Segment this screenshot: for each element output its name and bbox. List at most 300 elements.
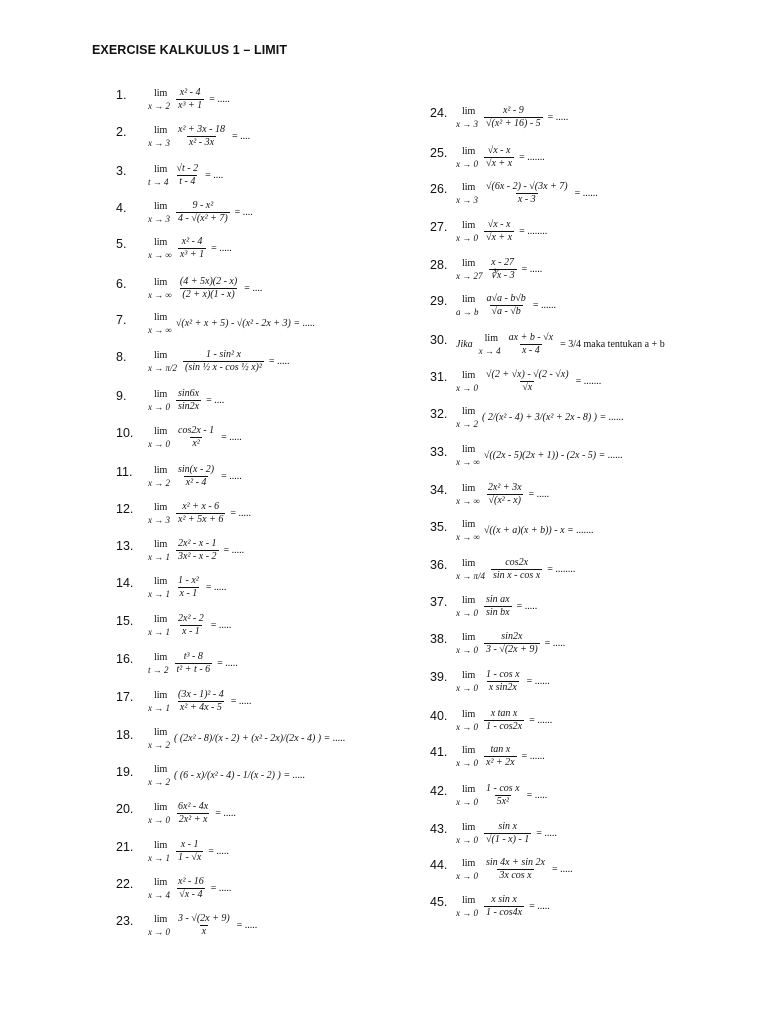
equals-blank: = ...... xyxy=(521,750,545,762)
limit-expression xyxy=(456,258,542,281)
denominator: x² - 3x xyxy=(188,137,215,148)
exercise-number: 11. xyxy=(116,465,133,479)
exercise-number: 8. xyxy=(116,350,127,364)
limit-approach: x → 0 xyxy=(456,757,478,768)
denominator: x - 1 xyxy=(182,626,200,637)
numerator: sin ax xyxy=(486,594,510,605)
exercise-number: 5. xyxy=(116,237,127,251)
exercise-item xyxy=(116,350,290,373)
exercise-item xyxy=(116,313,315,335)
exercise-number: 42. xyxy=(430,784,448,798)
limit-approach: x → 0 xyxy=(456,796,478,807)
limit-approach: x → 3 xyxy=(148,137,170,148)
exercise-item xyxy=(116,201,253,224)
limit-approach: x → ∞ xyxy=(148,289,172,300)
limit-operator xyxy=(456,746,478,768)
fraction xyxy=(175,652,213,675)
limit-operator xyxy=(456,671,478,693)
fraction xyxy=(176,690,226,713)
equals-blank: = ....... xyxy=(519,151,545,163)
exercise-item xyxy=(430,745,545,768)
limit-approach: x → 0 xyxy=(148,401,170,412)
denominator: 3 - √(2x + 9) xyxy=(486,644,538,655)
exercise-number: 43. xyxy=(430,822,448,836)
denominator: √(x² - x) xyxy=(488,495,521,506)
limit-operator xyxy=(148,728,170,750)
limit-operator xyxy=(148,390,170,412)
limit-expression xyxy=(456,333,665,356)
limit-operator xyxy=(148,577,170,599)
exercise-number: 3. xyxy=(116,164,127,178)
limit-expression xyxy=(456,670,550,693)
lim-word: lim xyxy=(154,312,168,323)
exercise-number: 7. xyxy=(116,313,127,327)
limit-expression xyxy=(148,539,244,562)
exercise-item xyxy=(116,502,251,525)
fraction xyxy=(176,502,225,525)
exercise-item xyxy=(430,258,542,281)
exercise-item xyxy=(430,146,545,169)
exercise-number: 6. xyxy=(116,277,127,291)
numerator: (4 + 5x)(2 - x) xyxy=(179,276,238,287)
numerator: sin6x xyxy=(178,388,200,399)
limit-approach: x → π/4 xyxy=(456,570,486,581)
limit-expression xyxy=(456,370,601,393)
denominator: √x - 4 xyxy=(179,889,203,900)
lim-word: lim xyxy=(154,425,168,437)
exercise-item xyxy=(430,407,624,429)
lim-word: lim xyxy=(484,332,498,344)
limit-expression xyxy=(456,146,545,169)
exercise-number: 28. xyxy=(430,258,448,272)
denominator: √x + x xyxy=(486,158,513,169)
limit-expression xyxy=(148,802,236,825)
equals-blank: = 3/4 maka tentukan a + b xyxy=(560,338,665,350)
denominator: 3x² - x - 2 xyxy=(178,551,217,562)
limit-expression xyxy=(148,840,229,863)
exercise-item xyxy=(116,914,257,937)
lim-word: lim xyxy=(154,464,168,476)
numerator: sin x xyxy=(498,821,517,832)
exercise-item xyxy=(430,294,556,317)
limit-approach: x → 0 xyxy=(456,382,478,393)
limit-operator xyxy=(456,407,478,429)
exercise-item xyxy=(430,858,573,881)
limit-expression xyxy=(456,483,549,506)
exercise-number: 40. xyxy=(430,709,448,723)
exercise-item xyxy=(430,370,601,393)
equals-blank: = ..... xyxy=(230,695,252,707)
exercise-item xyxy=(116,389,224,412)
numerator: 2x² + 3x xyxy=(487,482,522,493)
numerator: x² + x - 6 xyxy=(182,501,220,512)
exercise-item xyxy=(430,595,537,618)
lim-word: lim xyxy=(154,388,168,400)
limit-approach: x → 1 xyxy=(148,551,170,562)
limit-approach: t → 4 xyxy=(148,176,169,187)
denominator: 4 - √(x² + 7) xyxy=(178,213,228,224)
exercise-number: 22. xyxy=(116,877,134,891)
lim-word: lim xyxy=(462,519,476,530)
denominator: √(x² + 16) - 5 xyxy=(486,118,541,129)
limit-operator xyxy=(148,202,170,224)
limit-approach: x → 1 xyxy=(148,588,170,599)
limit-operator xyxy=(148,765,170,787)
equals-blank: = ...... xyxy=(532,299,556,311)
exercise-number: 37. xyxy=(430,595,448,609)
equals-blank: = ..... xyxy=(551,863,573,875)
numerator: x sin x xyxy=(491,894,517,905)
fraction xyxy=(176,614,206,637)
exercise-number: 15. xyxy=(116,614,134,628)
equals-blank: = ..... xyxy=(268,355,290,367)
equals-blank: = ..... xyxy=(209,93,230,105)
limit-expression xyxy=(148,164,223,187)
limit-approach: x → ∞ xyxy=(456,495,480,506)
limit-operator xyxy=(456,221,478,243)
limit-expression xyxy=(456,632,565,655)
exercise-item xyxy=(430,558,575,581)
numerator: sin2x xyxy=(501,631,523,642)
limit-expression xyxy=(456,520,594,542)
denominator: 1 - cos2x xyxy=(486,721,523,732)
lim-word: lim xyxy=(462,219,476,231)
limit-expression xyxy=(148,88,230,111)
exercise-number: 36. xyxy=(430,558,448,572)
lim-word: lim xyxy=(462,783,476,795)
limit-body: √((2x - 5)(2x + 1)) - (2x - 5) = ...... xyxy=(483,450,623,461)
exercise-item xyxy=(430,895,550,918)
limit-operator xyxy=(148,466,170,488)
exercise-number: 32. xyxy=(430,407,448,421)
numerator: 1 - x² xyxy=(178,575,199,586)
exercise-item xyxy=(430,483,549,506)
limit-operator xyxy=(148,89,170,111)
limit-approach: a → b xyxy=(456,306,479,317)
lim-word: lim xyxy=(154,764,168,775)
limit-approach: x → 0 xyxy=(456,907,478,918)
limit-expression xyxy=(148,465,242,488)
limit-expression xyxy=(456,784,547,807)
numerator: √(6x - 2) - √(3x + 7) xyxy=(486,181,568,192)
limit-expression xyxy=(456,220,547,243)
exercise-number: 20. xyxy=(116,802,134,816)
fraction xyxy=(484,745,517,768)
lim-word: lim xyxy=(154,727,168,738)
fraction xyxy=(484,784,522,807)
exercise-item xyxy=(430,520,594,542)
limit-operator xyxy=(148,503,170,525)
fraction xyxy=(176,539,219,562)
limit-operator xyxy=(456,896,478,918)
limit-operator xyxy=(456,710,478,732)
exercise-number: 26. xyxy=(430,182,448,196)
exercise-item xyxy=(430,182,598,205)
fraction xyxy=(183,350,264,373)
limit-expression xyxy=(148,690,251,713)
equals-blank: = .... xyxy=(205,169,224,181)
equals-blank: = ..... xyxy=(205,581,227,593)
exercise-number: 35. xyxy=(430,520,448,534)
equals-blank: = ........ xyxy=(547,563,576,575)
equals-blank: = ..... xyxy=(230,507,252,519)
limit-operator xyxy=(148,540,170,562)
fraction xyxy=(176,840,203,863)
limit-approach: x → 1 xyxy=(148,626,170,637)
exercise-item xyxy=(116,88,230,111)
exercise-number: 45. xyxy=(430,895,448,909)
limit-approach: x → ∞ xyxy=(148,249,172,260)
lim-word: lim xyxy=(154,87,168,99)
lim-word: lim xyxy=(462,482,476,494)
exercise-number: 33. xyxy=(430,445,448,459)
limit-expression xyxy=(456,106,568,129)
exercise-number: 13. xyxy=(116,539,134,553)
exercise-item xyxy=(116,237,232,260)
fraction xyxy=(484,895,524,918)
exercise-number: 23. xyxy=(116,914,134,928)
numerator: x² + 3x - 18 xyxy=(178,124,225,135)
lim-word: lim xyxy=(154,163,168,175)
exercise-item xyxy=(116,802,236,825)
limit-operator xyxy=(148,803,170,825)
lim-word: lim xyxy=(154,124,168,136)
exercise-number: 19. xyxy=(116,765,134,779)
limit-approach: x → ∞ xyxy=(456,457,480,467)
lim-word: lim xyxy=(462,444,476,455)
equals-blank: = ..... xyxy=(210,882,232,894)
equals-blank: = ..... xyxy=(529,900,550,912)
limit-operator xyxy=(456,859,478,881)
denominator: x - 1 xyxy=(179,588,198,599)
fraction xyxy=(484,595,512,618)
fraction xyxy=(485,294,528,317)
exercise-number: 17. xyxy=(116,690,134,704)
lim-word: lim xyxy=(154,839,168,851)
exercise-item xyxy=(116,576,226,599)
limit-approach: x → 0 xyxy=(456,607,478,618)
limit-body: ( 2/(x² - 4) + 3/(x² + 2x - 8) ) = ...... xyxy=(482,412,624,423)
fraction xyxy=(176,201,230,224)
numerator: √x - x xyxy=(487,145,511,156)
equals-blank: = ....... xyxy=(575,375,602,387)
limit-operator xyxy=(148,313,172,335)
fraction xyxy=(176,914,232,937)
numerator: 6x² - 4x xyxy=(178,801,209,812)
limit-expression xyxy=(148,728,345,750)
numerator: ax + b - √x xyxy=(508,332,554,343)
exercise-item xyxy=(430,445,623,467)
fraction xyxy=(484,822,531,845)
limit-expression xyxy=(456,822,557,845)
limit-operator xyxy=(148,165,169,187)
exercise-item xyxy=(116,728,345,750)
limit-approach: x → ∞ xyxy=(456,532,480,542)
lim-word: lim xyxy=(154,876,168,888)
limit-operator xyxy=(456,445,480,467)
exercise-number: 2. xyxy=(116,125,127,139)
limit-operator xyxy=(148,351,177,373)
equals-blank: = .... xyxy=(206,394,225,406)
exercise-number: 27. xyxy=(430,220,448,234)
fraction xyxy=(489,258,517,281)
lim-word: lim xyxy=(462,181,476,193)
exercise-number: 34. xyxy=(430,483,448,497)
limit-operator xyxy=(148,238,172,260)
exercise-item xyxy=(430,632,565,655)
equals-blank: = ..... xyxy=(208,845,229,857)
limit-approach: x → 0 xyxy=(456,158,478,169)
equals-blank: = ........ xyxy=(519,225,548,237)
fraction xyxy=(484,220,514,243)
denominator: 1 - cos4x xyxy=(486,907,523,918)
denominator: x² + 2x xyxy=(486,757,515,768)
lim-word: lim xyxy=(154,349,168,361)
exercise-number: 4. xyxy=(116,201,127,215)
limit-approach: x → 0 xyxy=(456,682,478,693)
numerator: x - 1 xyxy=(180,839,199,850)
exercise-item xyxy=(430,822,557,845)
lim-word: lim xyxy=(154,575,168,587)
equals-blank: = .... xyxy=(231,130,251,142)
limit-approach: x → 3 xyxy=(456,194,478,205)
denominator: x sin2x xyxy=(488,682,517,693)
numerator: (3x - 1)² - 4 xyxy=(178,689,224,700)
numerator: 2x² - 2 xyxy=(178,613,204,624)
exercise-number: 38. xyxy=(430,632,448,646)
limit-operator xyxy=(148,278,172,300)
numerator: 3 - √(2x + 9) xyxy=(178,913,230,924)
numerator: sin(x - 2) xyxy=(178,464,215,475)
limit-operator xyxy=(456,371,478,393)
limit-operator xyxy=(456,183,478,205)
denominator: x² + 5x + 6 xyxy=(178,514,224,525)
equals-blank: = ..... xyxy=(223,544,245,556)
limit-approach: x → 3 xyxy=(148,514,170,525)
fraction xyxy=(176,389,201,412)
lim-word: lim xyxy=(154,200,168,212)
exercise-item xyxy=(430,220,547,243)
exercise-number: 18. xyxy=(116,728,134,742)
limit-operator xyxy=(148,691,170,713)
equals-blank: = ..... xyxy=(217,657,238,669)
exercise-item xyxy=(116,277,262,300)
denominator: 5x² xyxy=(496,796,510,807)
limit-approach: x → 2 xyxy=(148,740,170,750)
fraction xyxy=(484,709,524,732)
numerator: √(2 + √x) - √(2 - √x) xyxy=(486,369,569,380)
equals-blank: = ..... xyxy=(221,431,242,443)
lim-word: lim xyxy=(462,369,476,381)
limit-approach: x → 4 xyxy=(478,345,501,356)
lim-word: lim xyxy=(462,669,476,681)
fraction xyxy=(484,106,543,129)
denominator: sin x - cos x xyxy=(493,570,541,581)
lim-word: lim xyxy=(462,857,476,869)
exercise-number: 9. xyxy=(116,389,127,403)
limit-expression xyxy=(456,558,575,581)
limit-operator xyxy=(456,484,480,506)
limit-expression xyxy=(456,709,552,732)
fraction xyxy=(507,333,555,356)
limit-expression xyxy=(148,614,231,637)
limit-operator xyxy=(456,559,485,581)
lim-word: lim xyxy=(154,689,168,701)
lim-word: lim xyxy=(154,236,168,248)
lim-word: lim xyxy=(462,631,476,643)
limit-approach: x → 0 xyxy=(148,926,170,937)
denominator: √(1 - x) - 1 xyxy=(486,834,530,845)
fraction xyxy=(484,182,570,205)
limit-body: ( (2x² - 8)/(x - 2) + (x² - 2x)/(2x - 4) ) = ..... xyxy=(174,733,346,744)
fraction xyxy=(175,164,201,187)
exercise-number: 14. xyxy=(116,576,134,590)
numerator: x² - 16 xyxy=(178,876,204,887)
exercise-item xyxy=(116,652,238,675)
limit-body: √((x + a)(x + b)) - x = ....... xyxy=(483,525,594,536)
limit-operator xyxy=(456,785,478,807)
denominator: x - 4 xyxy=(521,345,540,356)
fraction xyxy=(176,576,201,599)
denominator: x - 3 xyxy=(517,194,536,205)
numerator: 9 - x² xyxy=(192,200,214,211)
expression-prefix: Jika xyxy=(456,338,473,350)
limit-approach: x → 0 xyxy=(456,232,478,243)
exercise-item xyxy=(116,614,231,637)
limit-operator xyxy=(148,878,170,900)
limit-expression xyxy=(456,745,545,768)
limit-operator xyxy=(148,915,170,937)
fraction xyxy=(486,483,524,506)
equals-blank: = ...... xyxy=(529,714,553,726)
equals-blank: = ..... xyxy=(215,807,236,819)
lim-word: lim xyxy=(154,276,168,288)
exercise-item xyxy=(430,709,552,732)
equals-blank: = ..... xyxy=(210,619,232,631)
limit-operator xyxy=(456,295,479,317)
fraction xyxy=(484,370,571,393)
exercise-item xyxy=(430,670,550,693)
equals-blank: = ...... xyxy=(526,675,550,687)
fraction xyxy=(176,125,227,148)
exercise-item xyxy=(116,690,251,713)
lim-word: lim xyxy=(462,257,476,269)
lim-word: lim xyxy=(462,594,476,606)
fraction xyxy=(176,88,204,111)
fraction xyxy=(484,146,514,169)
limit-expression xyxy=(148,313,315,335)
lim-word: lim xyxy=(462,708,476,720)
exercise-number: 30. xyxy=(430,333,448,347)
exercise-number: 25. xyxy=(430,146,448,160)
limit-operator xyxy=(456,633,478,655)
limit-expression xyxy=(456,182,598,205)
denominator: (sin ½ x - cos ½ x)² xyxy=(185,362,262,373)
numerator: tan x xyxy=(490,744,511,755)
limit-operator xyxy=(148,653,169,675)
numerator: x tan x xyxy=(490,708,518,719)
equals-blank: = ..... xyxy=(516,600,538,612)
equals-blank: = .... xyxy=(234,206,253,218)
equals-blank: = ...... xyxy=(574,187,598,199)
limit-approach: x → 2 xyxy=(148,100,170,111)
exercise-number: 44. xyxy=(430,858,448,872)
exercise-item xyxy=(116,765,305,787)
denominator: 3x cos x xyxy=(499,870,532,881)
limit-approach: x → 0 xyxy=(148,814,170,825)
numerator: x² - 9 xyxy=(502,105,524,116)
denominator: sin bx xyxy=(486,607,510,618)
